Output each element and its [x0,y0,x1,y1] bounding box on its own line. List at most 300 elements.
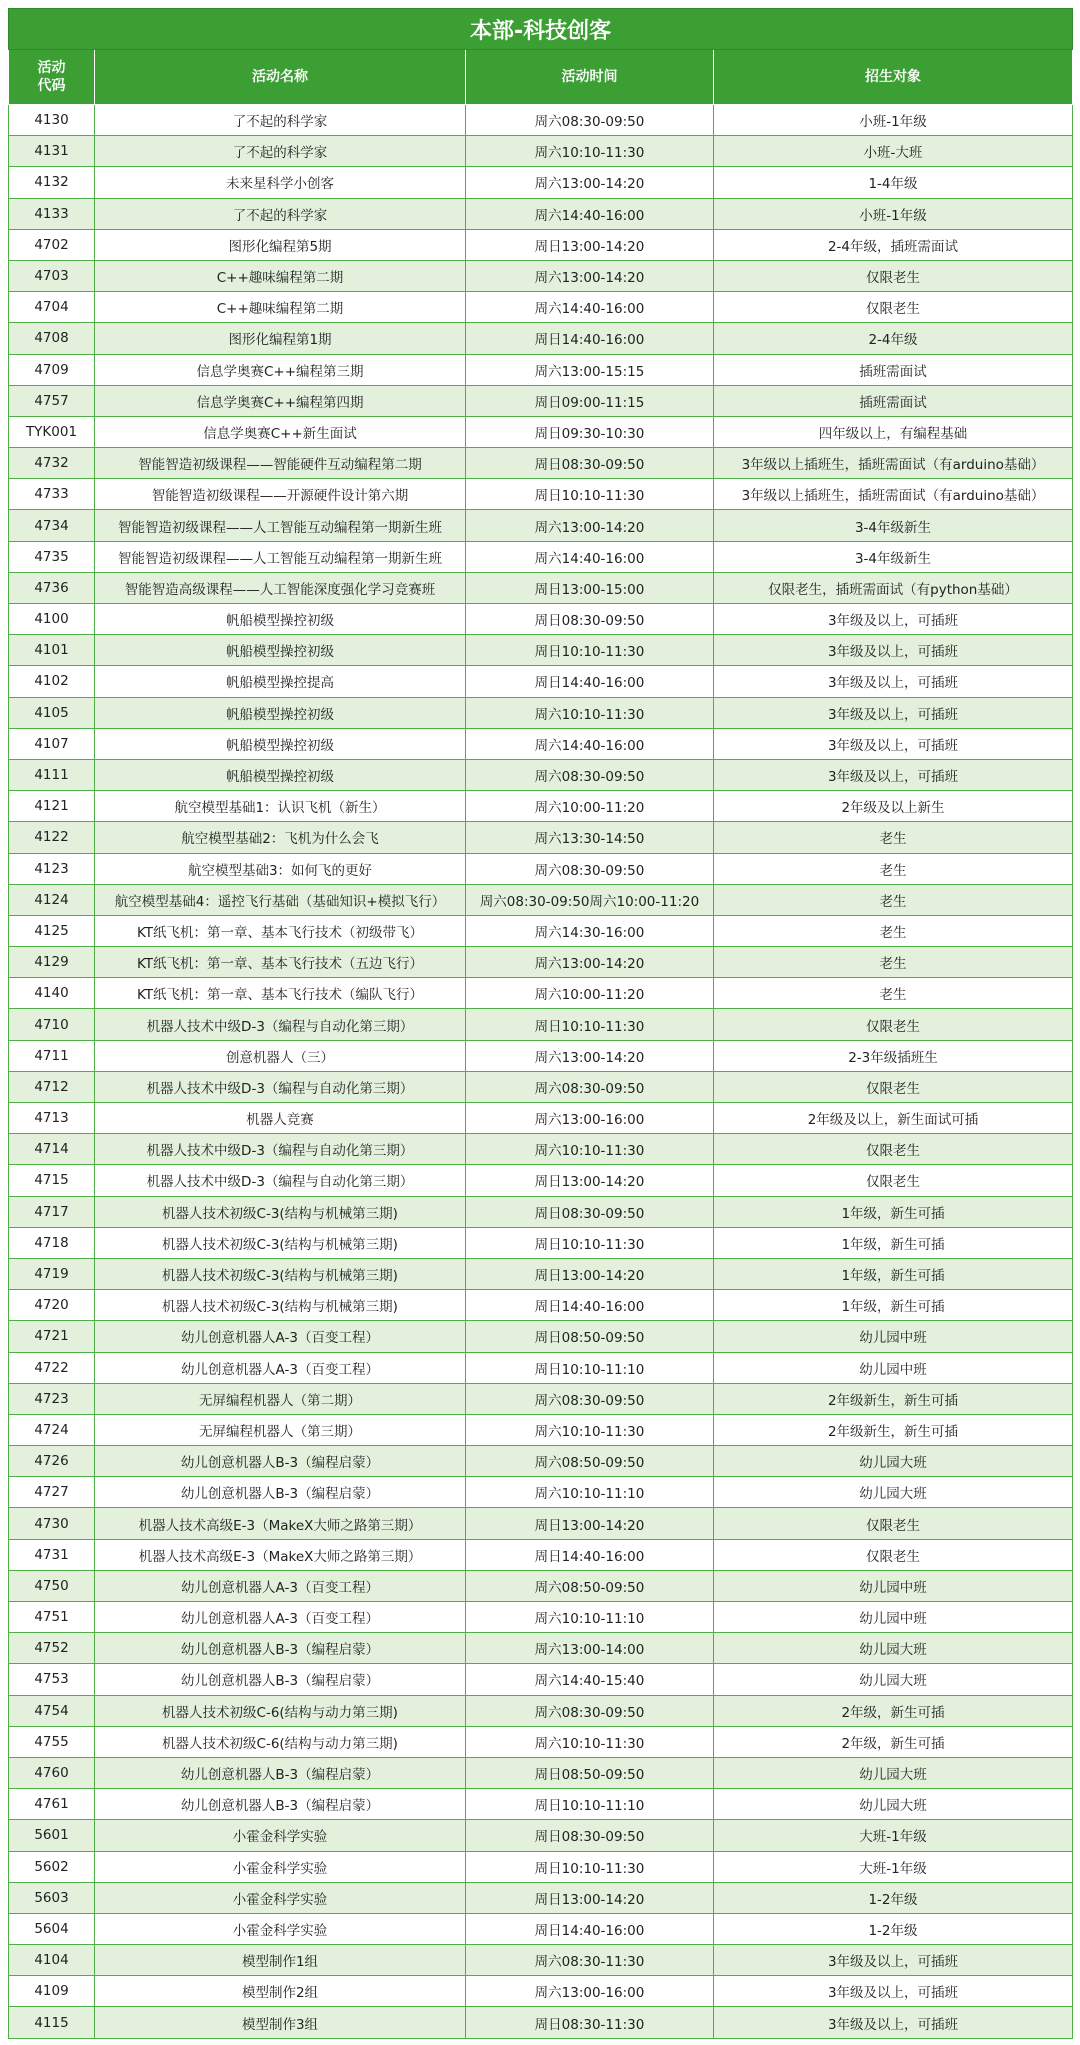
cell-code: 4107 [9,728,95,759]
cell-time: 周日14:40-16:00 [466,323,714,354]
cell-name: 帆船模型操控初级 [95,697,466,728]
cell-target: 幼儿园大班 [714,1633,1073,1664]
table-row [9,1477,1073,1508]
cell-name: 航空模型基础2：飞机为什么会飞 [95,822,466,853]
table-row [9,260,1073,291]
cell-name: 帆船模型操控初级 [95,635,466,666]
cell-code: 4711 [9,1040,95,1071]
cell-target: 2年级新生，新生可插 [714,1383,1073,1414]
cell-code: 4122 [9,822,95,853]
table-row [9,1227,1073,1258]
cell-time: 周日10:10-11:30 [466,635,714,666]
table-row [9,1695,1073,1726]
cell-name: 图形化编程第1期 [95,323,466,354]
cell-target: 小班-1年级 [714,105,1073,136]
table-row [9,479,1073,510]
cell-name: 机器人技术初级C-6(结构与动力第三期) [95,1726,466,1757]
table-row [9,1726,1073,1757]
cell-target: 2年级，新生可插 [714,1695,1073,1726]
cell-name: 无屏编程机器人（第三期） [95,1414,466,1445]
cell-name: 创意机器人（三） [95,1040,466,1071]
cell-name: 小霍金科学实验 [95,1820,466,1851]
cell-name: 机器人技术中级D-3（编程与自动化第三期） [95,1009,466,1040]
cell-target: 2年级，新生可插 [714,1726,1073,1757]
cell-time: 周六13:00-14:20 [466,510,714,541]
header-code: 活动 代码 [9,50,95,105]
cell-time: 周六10:10-11:30 [466,1414,714,1445]
table-row [9,1071,1073,1102]
cell-code: 4722 [9,1352,95,1383]
cell-name: 了不起的科学家 [95,105,466,136]
cell-code: 4721 [9,1321,95,1352]
cell-name: 信息学奥赛C++新生面试 [95,416,466,447]
table-row [9,1383,1073,1414]
cell-name: KT纸飞机：第一章、基本飞行技术（编队飞行） [95,978,466,1009]
table-row [9,1882,1073,1913]
cell-time: 周日09:00-11:15 [466,385,714,416]
cell-target: 小班-1年级 [714,198,1073,229]
table-row [9,229,1073,260]
table-row [9,1539,1073,1570]
cell-code: 4123 [9,853,95,884]
cell-time: 周六08:50-09:50 [466,1446,714,1477]
cell-target: 3-4年级新生 [714,510,1073,541]
cell-target: 幼儿园大班 [714,1446,1073,1477]
cell-time: 周六08:50-09:50 [466,1570,714,1601]
cell-target: 仅限老生，插班需面试（有python基础） [714,572,1073,603]
table-row [9,822,1073,853]
cell-time: 周六08:30-11:30 [466,1945,714,1976]
cell-name: 智能智造高级课程——人工智能深度强化学习竞赛班 [95,572,466,603]
cell-time: 周日14:40-16:00 [466,666,714,697]
cell-target: 仅限老生 [714,292,1073,323]
cell-time: 周六14:40-16:00 [466,541,714,572]
cell-time: 周六08:30-09:50周六10:00-11:20 [466,884,714,915]
cell-code: 5603 [9,1882,95,1913]
cell-target: 仅限老生 [714,1508,1073,1539]
cell-code: 4718 [9,1227,95,1258]
cell-code: 4100 [9,604,95,635]
cell-code: 4105 [9,697,95,728]
table-row [9,1976,1073,2007]
cell-code: 4713 [9,1103,95,1134]
cell-target: 幼儿园大班 [714,1757,1073,1788]
cell-target: 1年级，新生可插 [714,1258,1073,1289]
cell-name: 小霍金科学实验 [95,1913,466,1944]
table-row [9,915,1073,946]
header-target: 招生对象 [714,50,1073,105]
cell-target: 老生 [714,853,1073,884]
cell-time: 周六13:00-16:00 [466,1976,714,2007]
table-row [9,604,1073,635]
cell-code: 4751 [9,1602,95,1633]
cell-code: 4757 [9,385,95,416]
cell-name: 帆船模型操控初级 [95,759,466,790]
cell-target: 仅限老生 [714,1165,1073,1196]
cell-code: 4124 [9,884,95,915]
table-row [9,1851,1073,1882]
cell-name: 智能智造初级课程——智能硬件互动编程第二期 [95,448,466,479]
cell-time: 周日13:00-15:00 [466,572,714,603]
cell-name: 模型制作3组 [95,2007,466,2038]
cell-name: 航空模型基础3：如何飞的更好 [95,853,466,884]
cell-target: 幼儿园中班 [714,1602,1073,1633]
cell-code: 4121 [9,791,95,822]
table-row [9,1134,1073,1165]
cell-time: 周日14:40-16:00 [466,1539,714,1570]
cell-target: 2-4年级 [714,323,1073,354]
cell-name: 机器人技术高级E-3（MakeX大师之路第三期） [95,1539,466,1570]
cell-time: 周日10:10-11:10 [466,1352,714,1383]
table-row [9,136,1073,167]
cell-target: 2-4年级，插班需面试 [714,229,1073,260]
cell-code: 4111 [9,759,95,790]
cell-name: 机器人技术中级D-3（编程与自动化第三期） [95,1165,466,1196]
cell-target: 老生 [714,884,1073,915]
cell-name: 了不起的科学家 [95,136,466,167]
cell-name: 机器人竞赛 [95,1103,466,1134]
cell-time: 周日08:30-11:30 [466,2007,714,2038]
cell-code: 4733 [9,479,95,510]
cell-code: 4760 [9,1757,95,1788]
cell-code: 5601 [9,1820,95,1851]
table-row [9,1196,1073,1227]
cell-target: 老生 [714,947,1073,978]
cell-code: 4719 [9,1258,95,1289]
table-row [9,978,1073,1009]
cell-code: 5604 [9,1913,95,1944]
cell-time: 周六08:30-09:50 [466,759,714,790]
cell-time: 周六08:30-09:50 [466,853,714,884]
cell-name: 幼儿创意机器人B-3（编程启蒙） [95,1789,466,1820]
cell-code: 4720 [9,1290,95,1321]
cell-name: C++趣味编程第二期 [95,260,466,291]
table-row [9,292,1073,323]
cell-time: 周六08:30-09:50 [466,1695,714,1726]
cell-time: 周六10:10-11:10 [466,1602,714,1633]
cell-time: 周六13:00-14:20 [466,167,714,198]
cell-time: 周日14:40-16:00 [466,1913,714,1944]
cell-time: 周日13:00-14:20 [466,1882,714,1913]
cell-target: 2年级及以上，新生面试可插 [714,1103,1073,1134]
cell-time: 周日14:40-16:00 [466,1290,714,1321]
cell-time: 周六14:40-15:40 [466,1664,714,1695]
cell-target: 幼儿园大班 [714,1664,1073,1695]
cell-name: 幼儿创意机器人B-3（编程启蒙） [95,1664,466,1695]
cell-code: 4703 [9,260,95,291]
table-row [9,416,1073,447]
cell-time: 周六08:30-09:50 [466,1383,714,1414]
cell-time: 周六13:00-16:00 [466,1103,714,1134]
cell-time: 周六13:30-14:50 [466,822,714,853]
cell-time: 周六08:30-09:50 [466,1071,714,1102]
cell-name: 信息学奥赛C++编程第四期 [95,385,466,416]
header-time: 活动时间 [466,50,714,105]
cell-code: 5602 [9,1851,95,1882]
table-row [9,728,1073,759]
cell-name: 帆船模型操控初级 [95,604,466,635]
cell-time: 周六14:40-16:00 [466,198,714,229]
table-row [9,167,1073,198]
cell-name: 机器人技术中级D-3（编程与自动化第三期） [95,1134,466,1165]
cell-code: 4132 [9,167,95,198]
header-name: 活动名称 [95,50,466,105]
table-row [9,1913,1073,1944]
cell-target: 仅限老生 [714,1071,1073,1102]
cell-name: 航空模型基础4：遥控飞行基础（基础知识+模拟飞行） [95,884,466,915]
cell-time: 周六08:30-09:50 [466,105,714,136]
cell-code: 4761 [9,1789,95,1820]
cell-name: 无屏编程机器人（第二期） [95,1383,466,1414]
cell-code: 4709 [9,354,95,385]
cell-name: 机器人技术中级D-3（编程与自动化第三期） [95,1071,466,1102]
cell-code: 4715 [9,1165,95,1196]
cell-time: 周日13:00-14:20 [466,1508,714,1539]
cell-code: 4115 [9,2007,95,2038]
cell-code: 4133 [9,198,95,229]
table-row [9,1945,1073,1976]
cell-code: 4101 [9,635,95,666]
cell-time: 周六10:10-11:30 [466,697,714,728]
cell-code: 4732 [9,448,95,479]
cell-code: 4754 [9,1695,95,1726]
cell-time: 周日10:10-11:30 [466,1227,714,1258]
cell-target: 老生 [714,822,1073,853]
cell-name: KT纸飞机：第一章、基本飞行技术（初级带飞） [95,915,466,946]
cell-target: 小班-大班 [714,136,1073,167]
cell-target: 3年级及以上，可插班 [714,666,1073,697]
cell-target: 大班-1年级 [714,1851,1073,1882]
cell-name: 机器人技术初级C-3(结构与机械第三期) [95,1258,466,1289]
table-row [9,323,1073,354]
cell-time: 周六10:10-11:30 [466,1134,714,1165]
table-row [9,1602,1073,1633]
cell-code: 4752 [9,1633,95,1664]
cell-code: 4723 [9,1383,95,1414]
table-row [9,1009,1073,1040]
cell-code: 4130 [9,105,95,136]
cell-time: 周六13:00-15:15 [466,354,714,385]
cell-target: 1-4年级 [714,167,1073,198]
table-row [9,1820,1073,1851]
table-row [9,385,1073,416]
cell-time: 周六13:00-14:20 [466,260,714,291]
cell-target: 幼儿园大班 [714,1477,1073,1508]
cell-time: 周六13:00-14:00 [466,1633,714,1664]
table-row [9,1633,1073,1664]
cell-target: 幼儿园中班 [714,1570,1073,1601]
cell-name: 幼儿创意机器人A-3（百变工程） [95,1321,466,1352]
cell-name: 幼儿创意机器人B-3（编程启蒙） [95,1477,466,1508]
cell-name: 幼儿创意机器人B-3（编程启蒙） [95,1446,466,1477]
table-row [9,1103,1073,1134]
cell-name: 机器人技术初级C-3(结构与机械第三期) [95,1290,466,1321]
cell-name: 幼儿创意机器人B-3（编程启蒙） [95,1757,466,1788]
cell-code: 4731 [9,1539,95,1570]
table-row [9,541,1073,572]
cell-target: 1-2年级 [714,1882,1073,1913]
cell-name: 模型制作1组 [95,1945,466,1976]
cell-target: 四年级以上，有编程基础 [714,416,1073,447]
cell-time: 周六10:10-11:30 [466,136,714,167]
cell-name: 智能智造初级课程——人工智能互动编程第一期新生班 [95,541,466,572]
table-row [9,1040,1073,1071]
table-row [9,666,1073,697]
table-row [9,1352,1073,1383]
cell-time: 周日08:30-09:50 [466,1196,714,1227]
schedule-table-wrapper [8,8,1072,2039]
cell-time: 周六13:00-14:20 [466,1040,714,1071]
cell-target: 插班需面试 [714,385,1073,416]
cell-target: 1年级，新生可插 [714,1290,1073,1321]
cell-time: 周六10:10-11:30 [466,1726,714,1757]
cell-time: 周日10:10-11:30 [466,479,714,510]
cell-target: 3年级以上插班生，插班需面试（有arduino基础） [714,448,1073,479]
schedule-table [8,8,1073,2039]
table-row [9,448,1073,479]
table-row [9,1446,1073,1477]
cell-code: 4129 [9,947,95,978]
cell-code: 4125 [9,915,95,946]
cell-target: 幼儿园中班 [714,1321,1073,1352]
cell-target: 2年级及以上新生 [714,791,1073,822]
cell-name: 帆船模型操控提高 [95,666,466,697]
table-row [9,853,1073,884]
cell-code: 4109 [9,1976,95,2007]
cell-target: 3年级及以上，可插班 [714,1976,1073,2007]
cell-target: 幼儿园大班 [714,1789,1073,1820]
table-row [9,947,1073,978]
table-row [9,697,1073,728]
cell-code: 4104 [9,1945,95,1976]
cell-time: 周六10:00-11:20 [466,791,714,822]
cell-name: KT纸飞机：第一章、基本飞行技术（五边飞行） [95,947,466,978]
cell-time: 周六14:40-16:00 [466,728,714,759]
cell-time: 周日13:00-14:20 [466,1258,714,1289]
cell-code: 4704 [9,292,95,323]
cell-code: 4710 [9,1009,95,1040]
cell-time: 周六10:10-11:10 [466,1477,714,1508]
cell-time: 周六10:00-11:20 [466,978,714,1009]
cell-time: 周日08:50-09:50 [466,1321,714,1352]
cell-name: 智能智造初级课程——开源硬件设计第六期 [95,479,466,510]
cell-name: 小霍金科学实验 [95,1851,466,1882]
cell-target: 老生 [714,978,1073,1009]
table-row [9,510,1073,541]
cell-target: 仅限老生 [714,1134,1073,1165]
cell-target: 老生 [714,915,1073,946]
cell-time: 周六14:40-16:00 [466,292,714,323]
table-row [9,1508,1073,1539]
cell-time: 周日10:10-11:30 [466,1009,714,1040]
cell-name: 航空模型基础1：认识飞机（新生） [95,791,466,822]
cell-target: 幼儿园中班 [714,1352,1073,1383]
cell-target: 3年级及以上，可插班 [714,728,1073,759]
cell-target: 3年级及以上，可插班 [714,759,1073,790]
cell-code: 4712 [9,1071,95,1102]
cell-target: 1年级，新生可插 [714,1196,1073,1227]
cell-code: 4726 [9,1446,95,1477]
cell-target: 仅限老生 [714,260,1073,291]
table-row [9,1258,1073,1289]
cell-target: 3年级及以上，可插班 [714,604,1073,635]
table-row [9,105,1073,136]
table-body [9,105,1073,2039]
cell-target: 大班-1年级 [714,1820,1073,1851]
cell-name: 机器人技术初级C-6(结构与动力第三期) [95,1695,466,1726]
cell-time: 周日13:00-14:20 [466,229,714,260]
cell-code: 4717 [9,1196,95,1227]
cell-code: 4102 [9,666,95,697]
cell-code: 4724 [9,1414,95,1445]
cell-time: 周日10:10-11:10 [466,1789,714,1820]
cell-code: 4714 [9,1134,95,1165]
cell-target: 3年级及以上，可插班 [714,697,1073,728]
table-row [9,1414,1073,1445]
table-row [9,791,1073,822]
cell-name: 幼儿创意机器人A-3（百变工程） [95,1602,466,1633]
cell-code: 4750 [9,1570,95,1601]
cell-name: 幼儿创意机器人B-3（编程启蒙） [95,1633,466,1664]
cell-target: 3年级及以上，可插班 [714,635,1073,666]
cell-time: 周日08:30-09:50 [466,448,714,479]
cell-name: 幼儿创意机器人A-3（百变工程） [95,1570,466,1601]
cell-time: 周六14:30-16:00 [466,915,714,946]
table-row [9,198,1073,229]
cell-name: 小霍金科学实验 [95,1882,466,1913]
table-row [9,1757,1073,1788]
table-row [9,354,1073,385]
cell-time: 周日08:30-09:50 [466,604,714,635]
table-row [9,635,1073,666]
table-title: 本部-科技创客 [9,9,1073,50]
table-row [9,759,1073,790]
cell-code: 4131 [9,136,95,167]
cell-time: 周六13:00-14:20 [466,947,714,978]
cell-code: 4730 [9,1508,95,1539]
cell-target: 1年级，新生可插 [714,1227,1073,1258]
cell-time: 周日13:00-14:20 [466,1165,714,1196]
table-row [9,1664,1073,1695]
table-row [9,1321,1073,1352]
cell-time: 周日08:30-09:50 [466,1820,714,1851]
cell-time: 周日10:10-11:30 [466,1851,714,1882]
cell-target: 插班需面试 [714,354,1073,385]
cell-target: 3-4年级新生 [714,541,1073,572]
cell-name: 幼儿创意机器人A-3（百变工程） [95,1352,466,1383]
table-row [9,884,1073,915]
cell-code: 4734 [9,510,95,541]
table-row [9,1290,1073,1321]
cell-code: 4708 [9,323,95,354]
table-row [9,2007,1073,2038]
cell-target: 3年级及以上，可插班 [714,1945,1073,1976]
cell-code: 4735 [9,541,95,572]
cell-name: 未来星科学小创客 [95,167,466,198]
cell-code: 4755 [9,1726,95,1757]
cell-target: 3年级及以上，可插班 [714,2007,1073,2038]
cell-target: 1-2年级 [714,1913,1073,1944]
cell-target: 仅限老生 [714,1009,1073,1040]
cell-name: 智能智造初级课程——人工智能互动编程第一期新生班 [95,510,466,541]
cell-target: 仅限老生 [714,1539,1073,1570]
table-row [9,1165,1073,1196]
cell-name: 机器人技术初级C-3(结构与机械第三期) [95,1227,466,1258]
cell-code: 4753 [9,1664,95,1695]
table-row [9,572,1073,603]
cell-name: 模型制作2组 [95,1976,466,2007]
cell-name: 机器人技术高级E-3（MakeX大师之路第三期） [95,1508,466,1539]
